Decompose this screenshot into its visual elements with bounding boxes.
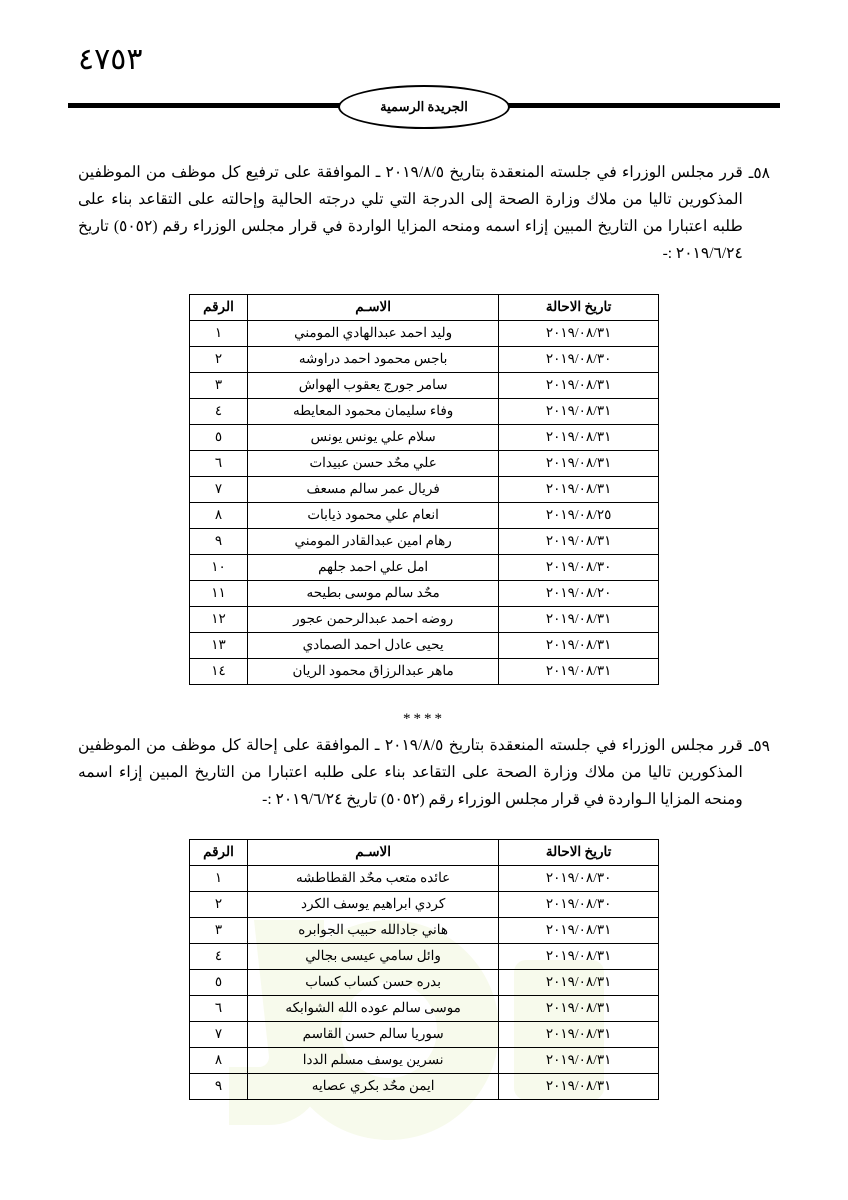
table-row <box>190 943 659 969</box>
table-row <box>190 346 659 372</box>
column-header-date: تاريخ الاحالة <box>499 839 659 865</box>
cell-num: ٢ <box>190 346 248 372</box>
article-59 <box>0 732 848 813</box>
cell-date: ٢٠١٩/٠٨/٣١ <box>499 528 659 554</box>
table-row <box>190 528 659 554</box>
cell-num: ٤ <box>190 943 248 969</box>
cell-date: ٢٠١٩/٠٨/٣١ <box>499 658 659 684</box>
cell-date: ٢٠١٩/٠٨/٣١ <box>499 632 659 658</box>
cell-date: ٢٠١٩/٠٨/٣١ <box>499 398 659 424</box>
table-header-row <box>190 294 659 320</box>
cell-name: عائده متعب محٌد القطاطشه <box>247 865 498 891</box>
column-header-name: الاسـم <box>247 294 498 320</box>
table-row <box>190 969 659 995</box>
cell-num: ١٣ <box>190 632 248 658</box>
article-58-table-wrap <box>0 294 848 685</box>
table-row <box>190 917 659 943</box>
cell-name: موسى سالم عوده الله الشوابكه <box>247 995 498 1021</box>
cell-date: ٢٠١٩/٠٨/٣٠ <box>499 865 659 891</box>
page-number: ٤٧٥٣ <box>78 43 143 76</box>
article-58-table <box>189 294 659 685</box>
cell-name: كردي ابراهيم يوسف الكرد <box>247 891 498 917</box>
table-header-row <box>190 839 659 865</box>
table-row <box>190 580 659 606</box>
cell-name: وائل سامي عيسى بجالي <box>247 943 498 969</box>
cell-date: ٢٠١٩/٠٨/٣١ <box>499 372 659 398</box>
article-58 <box>0 159 848 268</box>
cell-name: نسرين يوسف مسلم الددا <box>247 1047 498 1073</box>
cell-name: سلام علي يونس يونس <box>247 424 498 450</box>
cell-num: ٢ <box>190 891 248 917</box>
cell-name: سامر جورج يعقوب الهواش <box>247 372 498 398</box>
column-header-num: الرقم <box>190 294 248 320</box>
cell-num: ١ <box>190 865 248 891</box>
cell-num: ٤ <box>190 398 248 424</box>
cell-num: ٧ <box>190 476 248 502</box>
article-58-text: قرر مجلس الوزراء في جلسته المنعقدة بتاريخ ٢٠١٩/٨/٥ ـ الموافقة على ترفيع كل موظف من الموظفين المذكورين تاليا من ملاك وزارة الصحة إلى الدرجة التي تلي درجته الحالية وإحالته على التقاعد بناء على طلبه اعتبارا من التاريخ المبين إزاء اسمه ومنحه المزايا الواردة في قرار مجلس الوزراء رقم (٥٠٥٢) تاريخ ٢٠١٩/٦/٢٤ :- <box>78 164 743 263</box>
cell-num: ٦ <box>190 995 248 1021</box>
cell-date: ٢٠١٩/٠٨/٢٥ <box>499 502 659 528</box>
table-row <box>190 320 659 346</box>
table-row <box>190 476 659 502</box>
table-row <box>190 1021 659 1047</box>
table-row <box>190 450 659 476</box>
cell-num: ١ <box>190 320 248 346</box>
table-row <box>190 554 659 580</box>
cell-date: ٢٠١٩/٠٨/٢٠ <box>499 580 659 606</box>
cell-name: سوريا سالم حسن القاسم <box>247 1021 498 1047</box>
cell-date: ٢٠١٩/٠٨/٣٠ <box>499 554 659 580</box>
table-row <box>190 372 659 398</box>
cell-date: ٢٠١٩/٠٨/٣١ <box>499 1021 659 1047</box>
cell-num: ٨ <box>190 1047 248 1073</box>
article-59-number: ٥٩ـ <box>748 737 770 755</box>
article-59-text: قرر مجلس الوزراء في جلسته المنعقدة بتاريخ ٢٠١٩/٨/٥ ـ الموافقة على إحالة كل موظف من الموظفين المذكورين تاليا من ملاك وزارة الصحة على التقاعد بناء على طلبه اعتبارا من التاريخ المبين إزاء اسمه ومنحه المزايا الـواردة في قرار مجلس الوزراء رقم (٥٠٥٢) تاريخ ٢٠١٩/٦/٢٤ :- <box>78 736 743 808</box>
table-row <box>190 995 659 1021</box>
cell-num: ٩ <box>190 1073 248 1099</box>
table-row <box>190 632 659 658</box>
cell-date: ٢٠١٩/٠٨/٣١ <box>499 606 659 632</box>
cell-name: انعام علي محمود ذيابات <box>247 502 498 528</box>
article-59-table-wrap <box>0 839 848 1100</box>
column-header-name: الاسـم <box>247 839 498 865</box>
cell-date: ٢٠١٩/٠٨/٣١ <box>499 424 659 450</box>
cell-name: ماهر عبدالرزاق محمود الريان <box>247 658 498 684</box>
cell-num: ١١ <box>190 580 248 606</box>
cell-name: وفاء سليمان محمود المعايطه <box>247 398 498 424</box>
cell-num: ٨ <box>190 502 248 528</box>
cell-date: ٢٠١٩/٠٨/٣١ <box>499 969 659 995</box>
cell-num: ٧ <box>190 1021 248 1047</box>
table-row <box>190 502 659 528</box>
table-row <box>190 891 659 917</box>
cell-num: ٦ <box>190 450 248 476</box>
article-59-table <box>189 839 659 1100</box>
cell-date: ٢٠١٩/٠٨/٣٠ <box>499 346 659 372</box>
cell-name: ايمن محٌد بكري عصايه <box>247 1073 498 1099</box>
cell-date: ٢٠١٩/٠٨/٣١ <box>499 450 659 476</box>
article-58-number: ٥٨ـ <box>748 165 770 182</box>
table-row <box>190 606 659 632</box>
cell-date: ٢٠١٩/٠٨/٣٠ <box>499 891 659 917</box>
cell-name: روضه احمد عبدالرحمن عجور <box>247 606 498 632</box>
page-header <box>0 85 848 125</box>
cell-num: ٣ <box>190 372 248 398</box>
cell-num: ٣ <box>190 917 248 943</box>
column-header-date: تاريخ الاحالة <box>499 294 659 320</box>
cell-num: ٥ <box>190 424 248 450</box>
cell-date: ٢٠١٩/٠٨/٣١ <box>499 995 659 1021</box>
table-row <box>190 424 659 450</box>
cell-name: امل علي احمد جلهم <box>247 554 498 580</box>
table-row <box>190 865 659 891</box>
cell-date: ٢٠١٩/٠٨/٣١ <box>499 1073 659 1099</box>
cell-name: محٌد سالم موسى بطيحه <box>247 580 498 606</box>
cell-name: وليد احمد عبدالهادي المومني <box>247 320 498 346</box>
column-header-num: الرقم <box>190 839 248 865</box>
cell-name: رهام امين عبدالقادر المومني <box>247 528 498 554</box>
cell-num: ١٢ <box>190 606 248 632</box>
cell-name: باجس محمود احمد دراوشه <box>247 346 498 372</box>
cell-name: يحيى عادل احمد الصمادي <box>247 632 498 658</box>
cell-num: ١٤ <box>190 658 248 684</box>
table-row <box>190 398 659 424</box>
table-row <box>190 1073 659 1099</box>
cell-date: ٢٠١٩/٠٨/٣١ <box>499 320 659 346</box>
cell-num: ١٠ <box>190 554 248 580</box>
table-row <box>190 658 659 684</box>
cell-name: فريال عمر سالم مسعف <box>247 476 498 502</box>
cell-date: ٢٠١٩/٠٨/٣١ <box>499 1047 659 1073</box>
gazette-badge: الجريدة الرسمية <box>338 85 510 129</box>
cell-date: ٢٠١٩/٠٨/٣١ <box>499 943 659 969</box>
table-row <box>190 1047 659 1073</box>
cell-name: هاني جادالله حبيب الجوابره <box>247 917 498 943</box>
cell-name: علي محٌد حسن عبيدات <box>247 450 498 476</box>
cell-num: ٩ <box>190 528 248 554</box>
cell-date: ٢٠١٩/٠٨/٣١ <box>499 917 659 943</box>
cell-name: بدره حسن كساب كساب <box>247 969 498 995</box>
section-separator: **** <box>403 710 445 727</box>
cell-num: ٥ <box>190 969 248 995</box>
cell-date: ٢٠١٩/٠٨/٣١ <box>499 476 659 502</box>
